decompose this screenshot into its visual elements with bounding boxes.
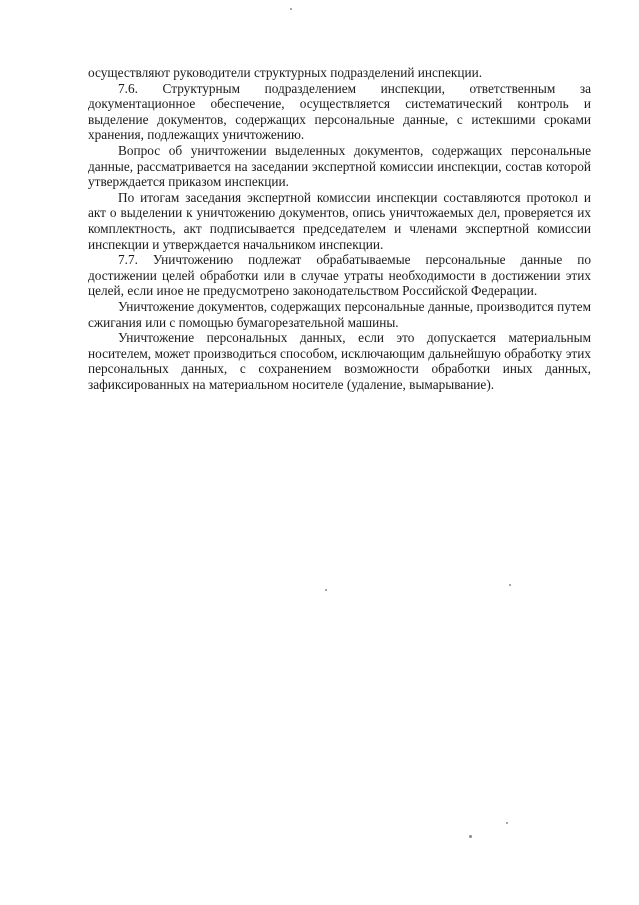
scan-speck xyxy=(469,835,472,838)
scan-speck xyxy=(325,589,327,591)
paragraph-document-destruction: Уничтожение документов, содержащих персональные данные, производится путем сжигания или с помощью бумагорезательной машины. xyxy=(88,298,591,330)
paragraph-7-6: 7.6. Структурным подразделением инспекции, ответственным за документационное обеспечение, осуществляется систематический контроль и выделение документов, содержащих персональные данные, с истекшими сроками хранения, подлежащих уничтожению. xyxy=(88,80,591,143)
document-body xyxy=(88,65,591,392)
scan-speck xyxy=(290,8,292,10)
scan-speck xyxy=(509,584,511,586)
paragraph-data-destruction: Уничтожение персональных данных, если это допускается материальным носителем, может производиться способом, исключающим дальнейшую обработку этих персональных данных, с сохранением возможности обработки иных данных, зафиксированных на материальном носителе (удаление, вымарывание). xyxy=(88,330,591,392)
paragraph-commission-protocol: По итогам заседания экспертной комиссии инспекции составляются протокол и акт о выделении к уничтожению документов, опись уничтожаемых дел, проверяется их комплектность, акт подписывается председателем и членами экспертной комиссии инспекции и утверждается начальником инспекции. xyxy=(88,189,591,252)
paragraph-continuation: осуществляют руководители структурных подразделений инспекции. xyxy=(88,65,483,80)
paragraph-destruction-review: Вопрос об уничтожении выделенных документов, содержащих персональные данные, рассматривается на заседании экспертной комиссии инспекции, состав которой утверждается приказом инспекции. xyxy=(88,142,591,190)
scan-speck xyxy=(506,822,508,824)
paragraph-7-7: 7.7. Уничтожению подлежат обрабатываемые персональные данные по достижении целей обработки или в случае утраты необходимости в достижении этих целей, если иное не предусмотрено законодательством Российской Федерации. xyxy=(88,252,591,299)
